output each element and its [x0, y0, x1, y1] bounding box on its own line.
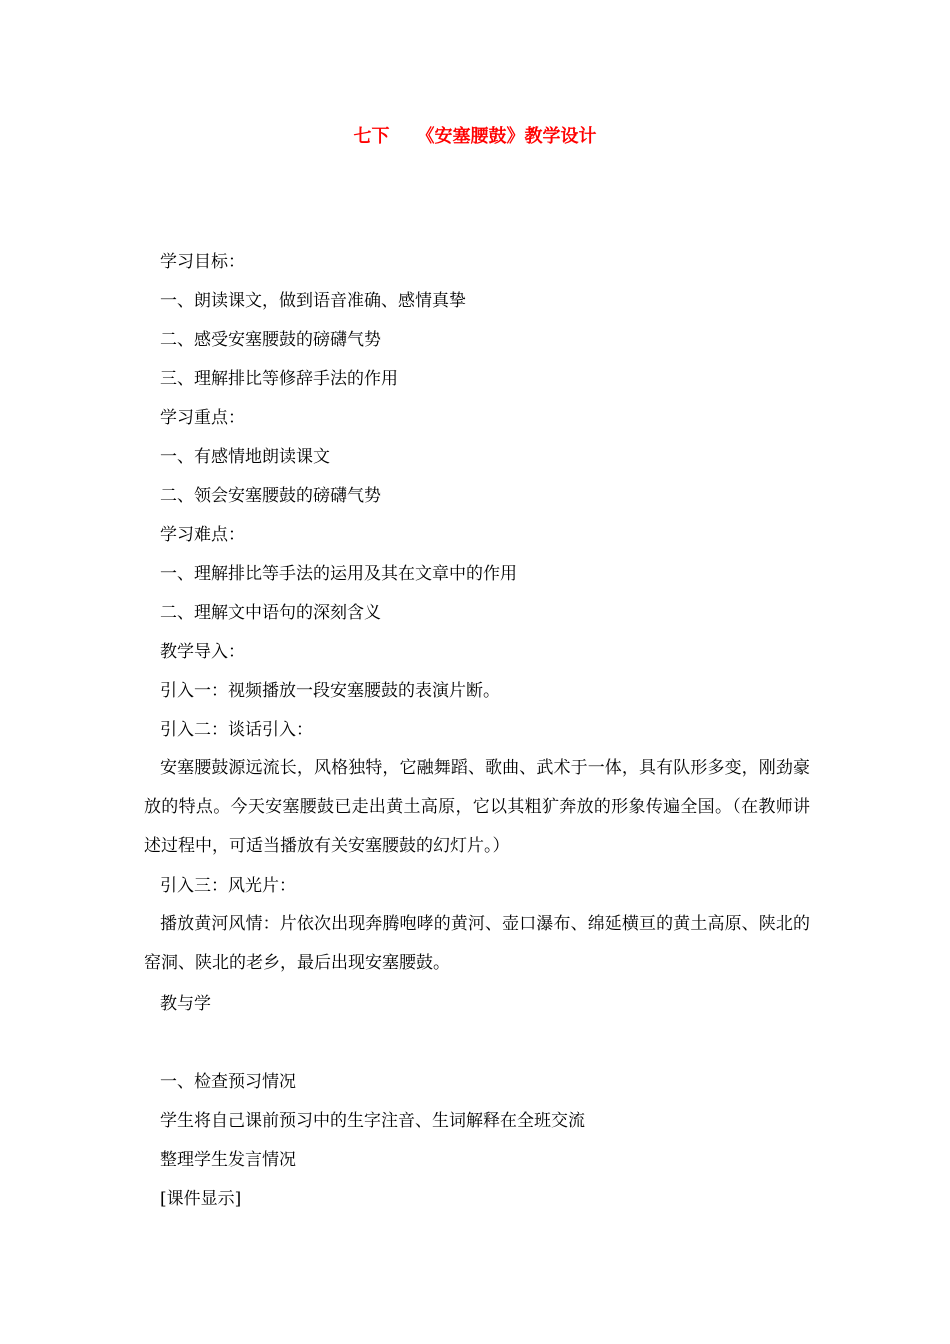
introduction-heading: 教学导入： — [160, 642, 245, 662]
objective-item-3: 三、理解排比等修辞手法的作用 — [160, 369, 398, 389]
key-points-heading: 学习重点： — [160, 408, 245, 428]
objectives-heading: 学习目标： — [160, 252, 245, 272]
objective-item-2: 二、感受安塞腰鼓的磅礴气势 — [160, 330, 381, 350]
difficulty-item-2: 二、理解文中语句的深刻含义 — [160, 603, 381, 623]
key-point-item-1: 一、有感情地朗读课文 — [160, 447, 330, 467]
introduction-1: 引入一：视频播放一段安塞腰鼓的表演片断。 — [160, 681, 500, 701]
preview-check-item-2: 整理学生发言情况 — [160, 1150, 296, 1170]
key-point-item-2: 二、领会安塞腰鼓的磅礴气势 — [160, 486, 381, 506]
introduction-3: 引入三：风光片： — [160, 876, 296, 896]
introduction-2: 引入二：谈话引入： — [160, 720, 313, 740]
courseware-display: [课件显示] — [160, 1189, 242, 1209]
document-title: 七下 《安塞腰鼓》教学设计 — [353, 126, 597, 147]
introduction-3-paragraph: 播放黄河风情：片依次出现奔腾咆哮的黄河、壶口瀑布、绵延横亘的黄土高原、陕北的窑洞、陕北的老乡，最后出现安塞腰鼓。 — [144, 914, 810, 973]
objective-item-1: 一、朗读课文，做到语音准确、感情真挚 — [160, 291, 466, 311]
difficulty-item-1: 一、理解排比等手法的运用及其在文章中的作用 — [160, 564, 517, 584]
difficulties-heading: 学习难点： — [160, 525, 245, 545]
preview-check-item-1: 学生将自己课前预习中的生字注音、生词解释在全班交流 — [160, 1111, 585, 1131]
introduction-2-paragraph: 安塞腰鼓源远流长，风格独特，它融舞蹈、歌曲、武术于一体，具有队形多变，刚劲豪放的特点。今天安塞腰鼓已走出黄土高原，它以其粗犷奔放的形象传遍全国。（在教师讲述过程中，可适当播放有关安塞腰鼓的幻灯片。） — [144, 758, 810, 856]
teaching-heading: 教与学 — [160, 994, 211, 1014]
preview-check-heading: 一、检查预习情况 — [160, 1072, 296, 1092]
